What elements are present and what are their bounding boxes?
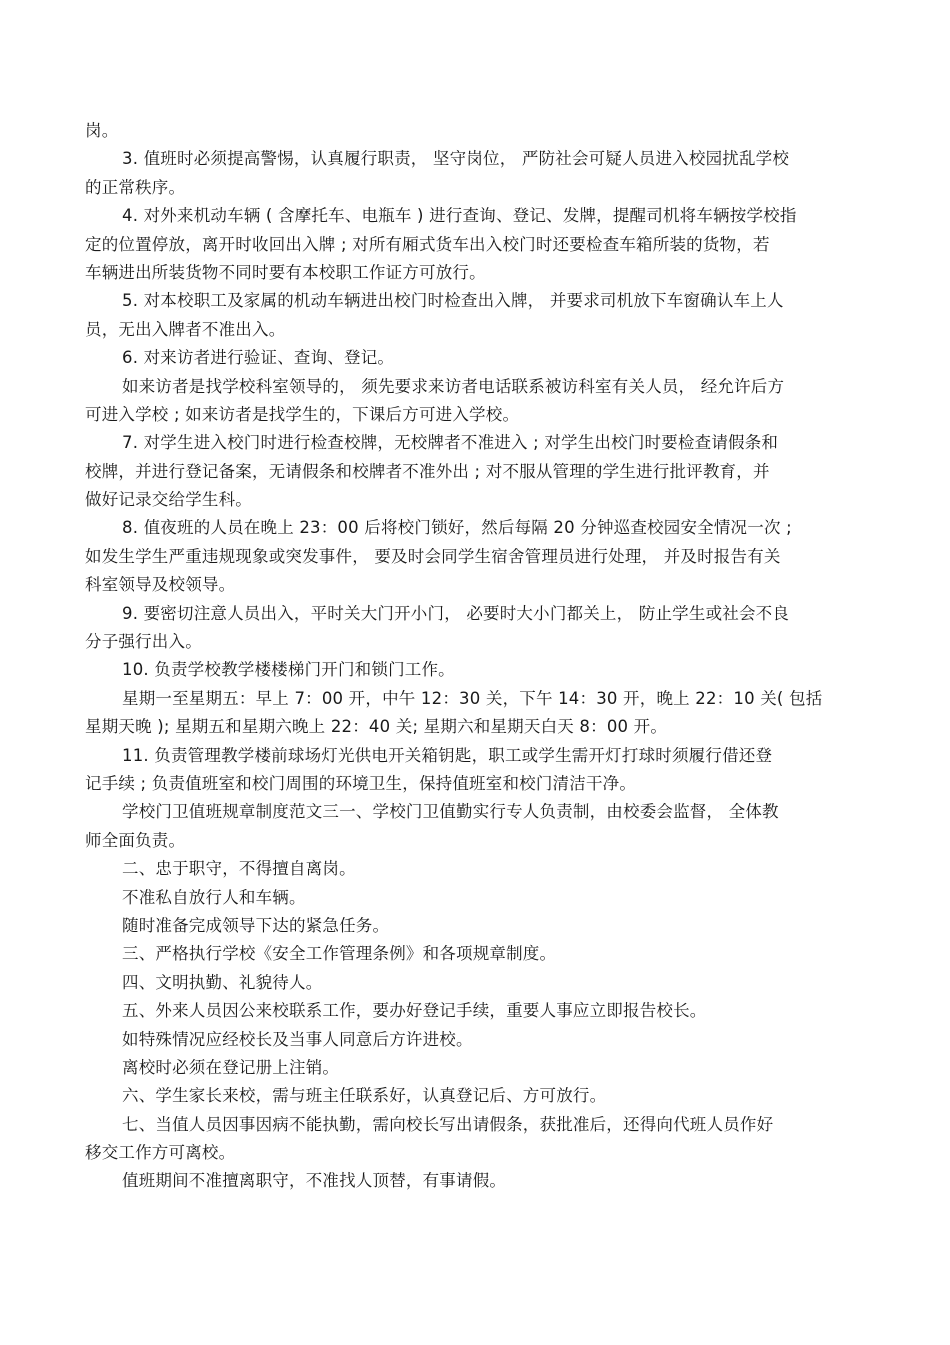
text-line: 星期一至星期五：早上 7：00 开，中午 12：30 关，下午 14：30 开，晚上 22：10 关( 包括 <box>122 688 823 708</box>
text-line: 记手续 ; 负责值班室和校门周围的环境卫生，保持值班室和校门清洁干净。 <box>85 773 637 793</box>
text-line: 二、忠于职守，不得擅自离岗。 <box>122 859 356 879</box>
text-line: 七、当值人员因事因病不能执勤，需向校长写出请假条，获批准后，还得向代班人员作好 <box>122 1114 774 1134</box>
text-line: 六、学生家长来校，需与班主任联系好，认真登记后、方可放行。 <box>122 1086 607 1106</box>
text-line: 学校门卫值班规章制度范文三一、学校门卫值勤实行专人负责制，由校委会监督， 全体教 <box>122 802 779 822</box>
text-line: 四、文明执勤、礼貌待人。 <box>122 972 323 992</box>
text-line: 8. 值夜班的人员在晚上 23：00 后将校门锁好，然后每隔 20 分钟巡查校园安全情况一次 ; <box>122 518 792 538</box>
text-line: 6. 对来访者进行验证、查询、登记。 <box>122 348 395 368</box>
text-line: 3. 值班时必须提高警惕，认真履行职责， 坚守岗位， 严防社会可疑人员进入校园扰乱学校 <box>122 149 790 169</box>
text-line: 做好记录交给学生科。 <box>85 490 252 510</box>
text-line: 如发生学生严重违规现象或突发事件， 要及时会同学生宿舍管理员进行处理， 并及时报告有关 <box>85 546 781 566</box>
text-line: 的正常秩序。 <box>85 177 186 197</box>
text-line: 科室领导及校领导。 <box>85 575 236 595</box>
text-line: 校牌，并进行登记备案，无请假条和校牌者不准外出 ; 对不服从管理的学生进行批评教育，并 <box>85 461 770 481</box>
text-line: 车辆进出所装货物不同时要有本校职工作证方可放行。 <box>85 262 486 282</box>
text-line: 不准私自放行人和车辆。 <box>122 887 306 907</box>
text-line: 4. 对外来机动车辆 ( 含摩托车、电瓶车 ) 进行查询、登记、发牌，提醒司机将车辆按学校指 <box>122 206 797 226</box>
text-line: 7. 对学生进入校门时进行检查校牌，无校牌者不准进入 ; 对学生出校门时要检查请假条和 <box>122 433 779 453</box>
text-line: 如特殊情况应经校长及当事人同意后方许进校。 <box>122 1029 473 1049</box>
text-line: 可进入学校 ; 如来访者是找学生的，下课后方可进入学校。 <box>85 404 520 424</box>
text-line: 岗。 <box>85 121 119 140</box>
text-line: 五、外来人员因公来校联系工作，要办好登记手续，重要人事应立即报告校长。 <box>122 1001 707 1021</box>
text-line: 三、严格执行学校《安全工作管理条例》和各项规章制度。 <box>122 944 557 964</box>
text-line: 员，无出入牌者不准出入。 <box>85 319 286 339</box>
text-line: 定的位置停放，离开时收回出入牌 ; 对所有厢式货车出入校门时还要检查车箱所装的货物，若 <box>85 234 770 254</box>
text-line: 9. 要密切注意人员出入，平时关大门开小门， 必要时大小门都关上， 防止学生或社会不良 <box>122 603 790 623</box>
text-line: 离校时必须在登记册上注销。 <box>122 1057 340 1077</box>
text-line: 10. 负责学校教学楼楼梯门开门和锁门工作。 <box>122 660 455 680</box>
text-line: 11. 负责管理教学楼前球场灯光供电开关箱钥匙，职工或学生需开灯打球时须履行借还登 <box>122 745 773 765</box>
text-line: 5. 对本校职工及家属的机动车辆进出校门时检查出入牌， 并要求司机放下车窗确认车上人 <box>122 291 784 311</box>
text-line: 分子强行出入。 <box>85 632 202 652</box>
text-line: 随时准备完成领导下达的紧急任务。 <box>122 915 390 935</box>
document-body <box>85 117 865 1196</box>
text-line: 星期天晚 ); 星期五和星期六晚上 22：40 关; 星期六和星期天白天 8：00 开。 <box>85 717 668 737</box>
text-line: 如来访者是找学校科室领导的， 须先要求来访者电话联系被访科室有关人员， 经允许后方 <box>122 376 785 396</box>
text-line: 值班期间不准擅离职守，不准找人顶替，有事请假。 <box>122 1171 507 1191</box>
text-line: 师全面负责。 <box>85 830 186 850</box>
text-line: 移交工作方可离校。 <box>85 1143 236 1163</box>
